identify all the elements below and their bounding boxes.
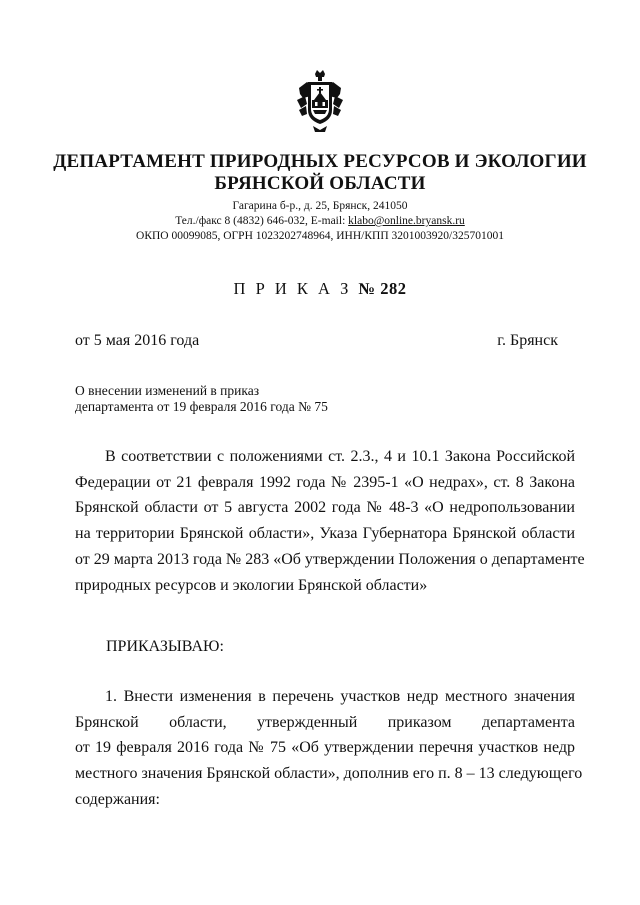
email-link[interactable]: klabo@online.bryansk.ru: [348, 215, 465, 227]
phone-fax: Тел./факс 8 (4832) 646-032, E-mail:: [175, 215, 349, 227]
paragraph-line: Брянской области, утвержденный приказом департамента: [75, 713, 575, 731]
order-word: П Р И К А З: [233, 279, 352, 298]
paragraph-line: содержания:: [75, 790, 160, 808]
paragraph-line: местного значения Брянской области», дополнив его п. 8 – 13 следующего: [75, 765, 583, 783]
order-date: от 5 мая 2016 года: [75, 332, 200, 349]
order-number: № 282: [358, 279, 407, 298]
paragraph-line: Федерации от 21 февраля 1992 года № 2395-1 «О недрах», ст. 8 Закона: [75, 473, 575, 491]
department-name-line2: БРЯНСКОЙ ОБЛАСТИ: [214, 173, 426, 194]
department-contacts: [40, 214, 600, 228]
paragraph-line: природных ресурсов и экологии Брянской области»: [75, 576, 428, 594]
coat-of-arms-emblem: [297, 70, 343, 132]
order-title: [0, 279, 640, 299]
order-subject: [75, 383, 328, 415]
subject-line: О внесении изменений в приказ: [75, 383, 260, 398]
order-directive: ПРИКАЗЫВАЮ:: [106, 638, 224, 655]
paragraph-line: В соответствии с положениями ст. 2.3., 4 и 10.1 Закона Российской: [105, 448, 575, 465]
subject-line: департамента от 19 февраля 2016 года № 75: [75, 399, 328, 414]
preamble-paragraph: [75, 444, 585, 598]
paragraph-line: от 19 февраля 2016 года № 75 «Об утверждении перечня участков недр: [75, 739, 575, 757]
department-address: Гагарина б-р., д. 25, Брянск, 241050: [232, 200, 408, 212]
department-name-line1: ДЕПАРТАМЕНТ ПРИРОДНЫХ РЕСУРСОВ И ЭКОЛОГИИ: [53, 151, 587, 172]
paragraph-line: 1. Внести изменения в перечень участков недр местного значения: [105, 688, 575, 705]
paragraph-line: от 29 марта 2013 года № 283 «Об утверждении Положения о департаменте: [75, 550, 585, 568]
paragraph-line: Брянской области от 5 августа 2002 года № 48-3 «О недропользовании: [75, 499, 575, 517]
registration-codes: ОКПО 00099085, ОГРН 1023202748964, ИНН/КПП 3201003920/325701001: [136, 230, 504, 242]
item-1-paragraph: [75, 684, 583, 813]
order-city: г. Брянск: [497, 332, 558, 349]
paragraph-line: на территории Брянской области», Указа Губернатора Брянской области: [75, 525, 575, 543]
